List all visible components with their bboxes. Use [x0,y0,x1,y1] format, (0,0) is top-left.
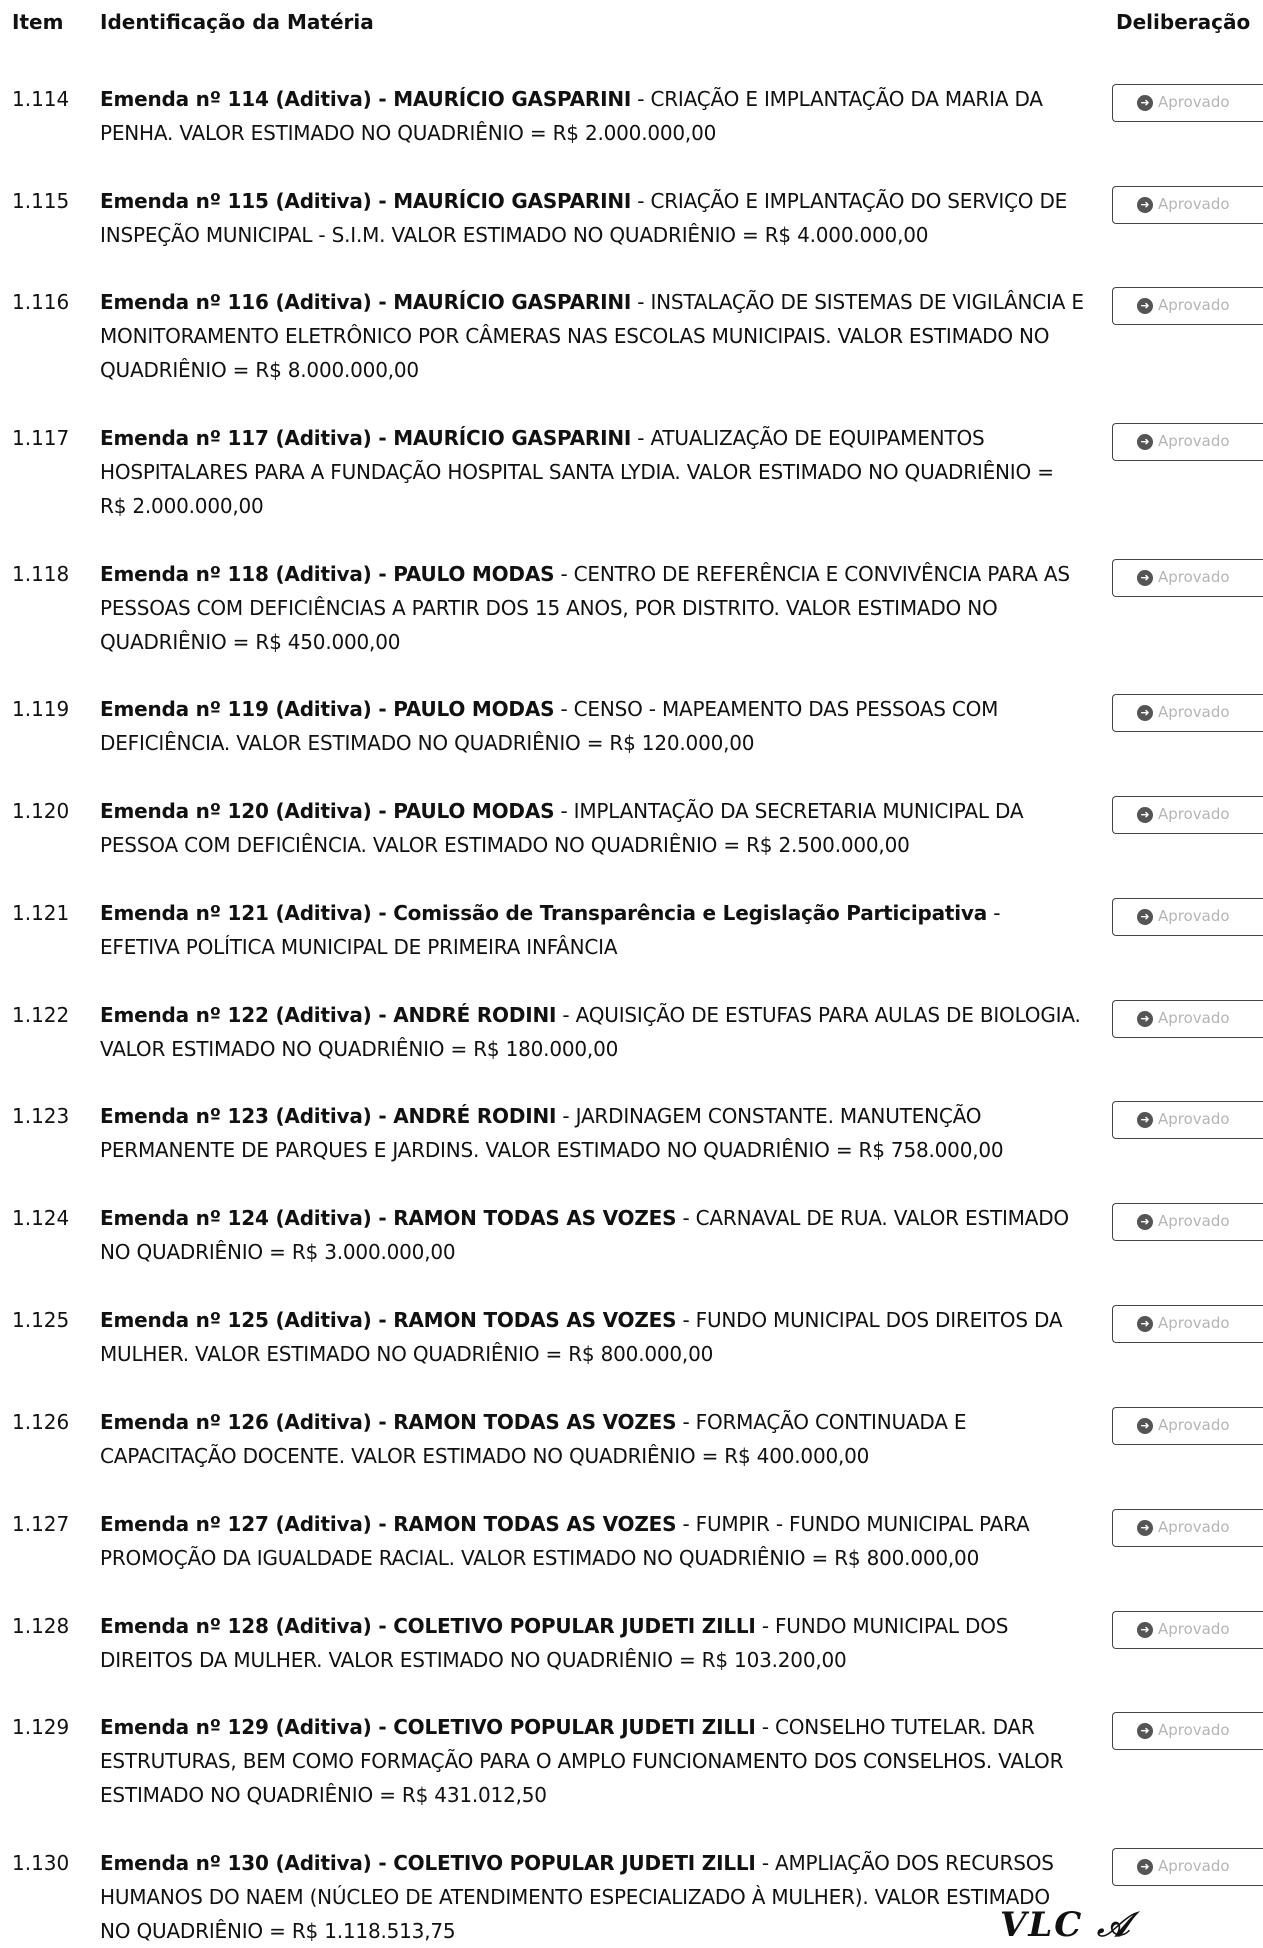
item-text: - ATUALIZAÇÃO DE EQUIPAMENTOS HOSPITALARES PARA A FUNDAÇÃO HOSPITAL SANTA LYDIA. VALOR ESTIMADO NO QUADRIÊNIO = R$ 2.000.000,00 [100,426,1054,518]
item-description [100,1846,1085,1948]
item-description [100,794,1085,862]
signature: VLC 𝒜 [1000,1905,1132,1945]
item-description [100,1710,1085,1812]
status-label: Aprovado [1158,568,1230,586]
item-prefix: Emenda nº 119 (Aditiva) - [100,697,394,721]
item-prefix: Emenda nº 121 (Aditiva) - [100,901,394,925]
item-number: 1.126 [12,1410,70,1434]
item-number: 1.127 [12,1512,70,1536]
status-label: Aprovado [1158,195,1230,213]
item-prefix: Emenda nº 116 (Aditiva) - [100,290,394,314]
status-label: Aprovado [1158,907,1230,925]
status-button[interactable] [1112,1848,1263,1886]
item-author: PAULO MODAS [393,799,555,823]
item-prefix: Emenda nº 123 (Aditiva) - [100,1104,394,1128]
status-label: Aprovado [1158,1721,1230,1739]
item-text: - CRIAÇÃO E IMPLANTAÇÃO DA MARIA DA PENHA. VALOR ESTIMADO NO QUADRIÊNIO = R$ 2.000.000,00 [100,87,1043,145]
item-number: 1.118 [12,562,70,586]
item-text: - CENTRO DE REFERÊNCIA E CONVIVÊNCIA PARA AS PESSOAS COM DEFICIÊNCIAS A PARTIR DOS 15 ANOS, POR DISTRITO. VALOR ESTIMADO NO QUADRIÊNIO = R$ 450.000,00 [100,562,1070,654]
item-prefix: Emenda nº 130 (Aditiva) - [100,1851,394,1875]
item-description [100,998,1085,1066]
item-author: Comissão de Transparência e Legislação Participativa [393,901,988,925]
item-prefix: Emenda nº 124 (Aditiva) - [100,1206,394,1230]
item-text: - AMPLIAÇÃO DOS RECURSOS HUMANOS DO NAEM (NÚCLEO DE ATENDIMENTO ESPECIALIZADO À MULHER). VALOR ESTIMADO NO QUADRIÊNIO = R$ 1.118.513,75 [100,1851,1054,1943]
item-text: - CENSO - MAPEAMENTO DAS PESSOAS COM DEFICIÊNCIA. VALOR ESTIMADO NO QUADRIÊNIO = R$ 120.000,00 [100,697,999,755]
item-text: - CARNAVAL DE RUA. VALOR ESTIMADO NO QUADRIÊNIO = R$ 3.000.000,00 [100,1206,1069,1264]
arrow-right-circle-icon: ➜ [1137,909,1153,925]
item-author: MAURÍCIO GASPARINI [393,426,632,450]
status-button[interactable] [1112,1101,1263,1139]
status-label: Aprovado [1158,432,1230,450]
arrow-right-circle-icon: ➜ [1137,1859,1153,1875]
arrow-right-circle-icon: ➜ [1137,434,1153,450]
item-number: 1.128 [12,1614,70,1638]
item-author: RAMON TODAS AS VOZES [393,1512,677,1536]
item-author: PAULO MODAS [393,697,555,721]
item-author: RAMON TODAS AS VOZES [393,1410,677,1434]
item-description [100,1201,1085,1269]
item-text: - CRIAÇÃO E IMPLANTAÇÃO DO SERVIÇO DE INSPEÇÃO MUNICIPAL - S.I.M. VALOR ESTIMADO NO QUADRIÊNIO = R$ 4.000.000,00 [100,189,1068,247]
arrow-right-circle-icon: ➜ [1137,1316,1153,1332]
header-identification: Identificação da Matéria [100,10,374,34]
status-label: Aprovado [1158,1110,1230,1128]
item-author: COLETIVO POPULAR JUDETI ZILLI [393,1851,756,1875]
item-text: - FUNDO MUNICIPAL DOS DIREITOS DA MULHER. VALOR ESTIMADO NO QUADRIÊNIO = R$ 800.000,00 [100,1308,1063,1366]
item-number: 1.123 [12,1104,70,1128]
item-author: RAMON TODAS AS VOZES [393,1206,677,1230]
item-text: - EFETIVA POLÍTICA MUNICIPAL DE PRIMEIRA INFÂNCIA [100,901,1001,959]
item-author: COLETIVO POPULAR JUDETI ZILLI [393,1715,756,1739]
table-header [0,10,1263,44]
item-author: RAMON TODAS AS VOZES [393,1308,677,1332]
status-button[interactable] [1112,796,1263,834]
item-author: ANDRÉ RODINI [393,1003,557,1027]
item-author: MAURÍCIO GASPARINI [393,87,632,111]
item-description [100,285,1085,387]
item-text: - FORMAÇÃO CONTINUADA E CAPACITAÇÃO DOCENTE. VALOR ESTIMADO NO QUADRIÊNIO = R$ 400.000,00 [100,1410,967,1468]
item-prefix: Emenda nº 115 (Aditiva) - [100,189,394,213]
item-description [100,557,1085,659]
arrow-right-circle-icon: ➜ [1137,807,1153,823]
item-description [100,421,1085,523]
item-author: MAURÍCIO GASPARINI [393,290,632,314]
arrow-right-circle-icon: ➜ [1137,197,1153,213]
item-description [100,1507,1085,1575]
status-button[interactable] [1112,898,1263,936]
item-prefix: Emenda nº 127 (Aditiva) - [100,1512,394,1536]
item-prefix: Emenda nº 122 (Aditiva) - [100,1003,394,1027]
arrow-right-circle-icon: ➜ [1137,95,1153,111]
item-description [100,692,1085,760]
item-description [100,896,1085,964]
status-label: Aprovado [1158,93,1230,111]
status-label: Aprovado [1158,1857,1230,1875]
item-text: - FUNDO MUNICIPAL DOS DIREITOS DA MULHER. VALOR ESTIMADO NO QUADRIÊNIO = R$ 103.200,00 [100,1614,1009,1672]
status-button[interactable] [1112,559,1263,597]
item-prefix: Emenda nº 118 (Aditiva) - [100,562,394,586]
arrow-right-circle-icon: ➜ [1137,705,1153,721]
item-text: - INSTALAÇÃO DE SISTEMAS DE VIGILÂNCIA E MONITORAMENTO ELETRÔNICO POR CÂMERAS NAS ESCOLAS MUNICIPAIS. VALOR ESTIMADO NO QUADRIÊNIO = R$ 8.000.000,00 [100,290,1084,382]
status-button[interactable] [1112,1509,1263,1547]
item-text: - FUMPIR - FUNDO MUNICIPAL PARA PROMOÇÃO DA IGUALDADE RACIAL. VALOR ESTIMADO NO QUADRIÊNIO = R$ 800.000,00 [100,1512,1030,1570]
item-text: - AQUISIÇÃO DE ESTUFAS PARA AULAS DE BIOLOGIA. VALOR ESTIMADO NO QUADRIÊNIO = R$ 180.000,00 [100,1003,1081,1061]
status-button[interactable] [1112,1611,1263,1649]
arrow-right-circle-icon: ➜ [1137,1622,1153,1638]
item-description [100,184,1085,252]
item-prefix: Emenda nº 120 (Aditiva) - [100,799,394,823]
status-label: Aprovado [1158,1212,1230,1230]
status-label: Aprovado [1158,1416,1230,1434]
item-number: 1.119 [12,697,70,721]
arrow-right-circle-icon: ➜ [1137,1418,1153,1434]
item-description [100,82,1085,150]
item-description [100,1405,1085,1473]
item-prefix: Emenda nº 126 (Aditiva) - [100,1410,394,1434]
item-number: 1.114 [12,87,70,111]
item-author: PAULO MODAS [393,562,555,586]
status-label: Aprovado [1158,1518,1230,1536]
item-number: 1.117 [12,426,70,450]
header-deliberation: Deliberação [1116,10,1251,34]
status-button[interactable] [1112,423,1263,461]
item-author: ANDRÉ RODINI [393,1104,557,1128]
item-description [100,1609,1085,1677]
status-label: Aprovado [1158,1620,1230,1638]
item-prefix: Emenda nº 129 (Aditiva) - [100,1715,394,1739]
item-number: 1.116 [12,290,70,314]
status-button[interactable] [1112,1712,1263,1750]
item-number: 1.120 [12,799,70,823]
status-button[interactable] [1112,1203,1263,1241]
status-button[interactable] [1112,84,1263,122]
status-button[interactable] [1112,1305,1263,1343]
item-number: 1.124 [12,1206,70,1230]
item-number: 1.130 [12,1851,70,1875]
status-button[interactable] [1112,287,1263,325]
status-button[interactable] [1112,694,1263,732]
arrow-right-circle-icon: ➜ [1137,1723,1153,1739]
item-number: 1.121 [12,901,70,925]
arrow-right-circle-icon: ➜ [1137,570,1153,586]
item-author: MAURÍCIO GASPARINI [393,189,632,213]
item-prefix: Emenda nº 125 (Aditiva) - [100,1308,394,1332]
item-text: - CONSELHO TUTELAR. DAR ESTRUTURAS, BEM COMO FORMAÇÃO PARA O AMPLO FUNCIONAMENTO DOS CONSELHOS. VALOR ESTIMADO NO QUADRIÊNIO = R$ 431.012,50 [100,1715,1064,1807]
item-text: - JARDINAGEM CONSTANTE. MANUTENÇÃO PERMANENTE DE PARQUES E JARDINS. VALOR ESTIMADO NO QUADRIÊNIO = R$ 758.000,00 [100,1104,1004,1162]
item-number: 1.122 [12,1003,70,1027]
status-label: Aprovado [1158,703,1230,721]
status-button[interactable] [1112,1000,1263,1038]
item-description [100,1303,1085,1371]
item-author: COLETIVO POPULAR JUDETI ZILLI [393,1614,756,1638]
arrow-right-circle-icon: ➜ [1137,298,1153,314]
arrow-right-circle-icon: ➜ [1137,1112,1153,1128]
item-prefix: Emenda nº 114 (Aditiva) - [100,87,394,111]
item-prefix: Emenda nº 128 (Aditiva) - [100,1614,394,1638]
item-description [100,1099,1085,1167]
arrow-right-circle-icon: ➜ [1137,1214,1153,1230]
item-number: 1.115 [12,189,70,213]
item-number: 1.129 [12,1715,70,1739]
item-text: - IMPLANTAÇÃO DA SECRETARIA MUNICIPAL DA PESSOA COM DEFICIÊNCIA. VALOR ESTIMADO NO QUADRIÊNIO = R$ 2.500.000,00 [100,799,1024,857]
status-label: Aprovado [1158,805,1230,823]
item-number: 1.125 [12,1308,70,1332]
arrow-right-circle-icon: ➜ [1137,1520,1153,1536]
status-button[interactable] [1112,186,1263,224]
status-button[interactable] [1112,1407,1263,1445]
item-prefix: Emenda nº 117 (Aditiva) - [100,426,394,450]
status-label: Aprovado [1158,296,1230,314]
arrow-right-circle-icon: ➜ [1137,1011,1153,1027]
header-item: Item [12,10,64,34]
status-label: Aprovado [1158,1009,1230,1027]
status-label: Aprovado [1158,1314,1230,1332]
